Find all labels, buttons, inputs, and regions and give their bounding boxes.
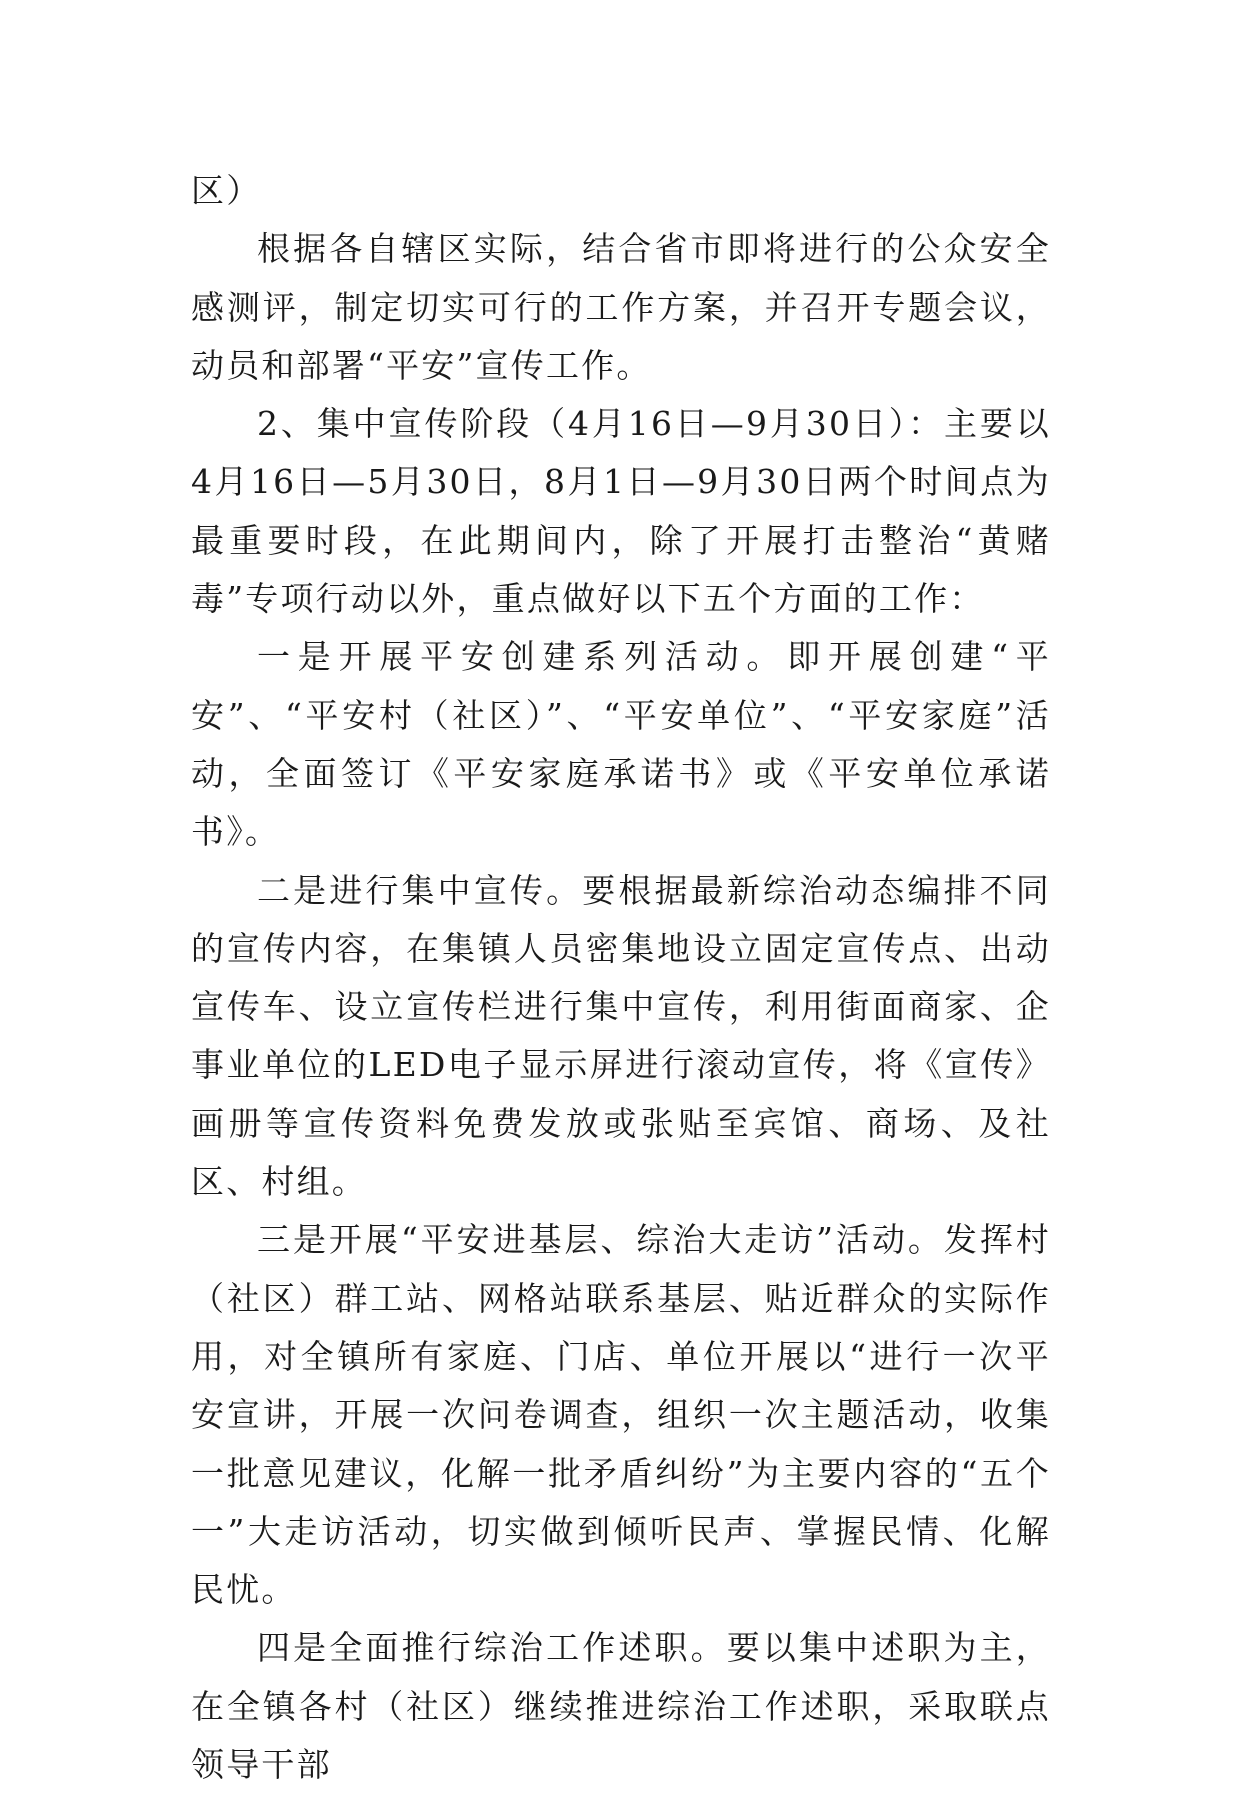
paragraph-continuation: 区）: [191, 171, 262, 210]
paragraph-task-four: 四是全面推行综治工作述职。要以集中述职为主，在全镇各村（社区）继续推进综治工作述职，采取联点领导干部: [191, 1628, 1051, 1785]
document-body: [191, 162, 1051, 1794]
paragraph-task-three: 三是开展“平安进基层、综治大走访”活动。发挥村（社区）群工站、网格站联系基层、贴近群众的实际作用，对全镇所有家庭、门店、单位开展以“进行一次平安宣讲，开展一次问卷调查，组织一次主题活动，收集一批意见建议，化解一批矛盾纠纷”为主要内容的“五个一”大走访活动，切实做到倾听民声、掌握民情、化解民忧。: [191, 1220, 1051, 1610]
paragraph-concentrated-publicity-stage: 2、集中宣传阶段（4月16日—9月30日）：主要以4月16日—5月30日，8月1日—9月30日两个时间点为最重要时段，在此期间内，除了开展打击整治“黄赌毒”专项行动以外，重点做好以下五个方面的工作：: [191, 404, 1051, 619]
paragraph-task-one: 一是开展平安创建系列活动。即开展创建“平安”、“平安村（社区）”、“平安单位”、“平安家庭”活动，全面签订《平安家庭承诺书》或《平安单位承诺书》。: [191, 637, 1051, 852]
paragraph-task-two: 二是进行集中宣传。要根据最新综治动态编排不同的宣传内容，在集镇人员密集地设立固定宣传点、出动宣传车、设立宣传栏进行集中宣传，利用街面商家、企事业单位的LED电子显示屏进行滚动宣传，将《宣传》画册等宣传资料免费发放或张贴至宾馆、商场、及社区、村组。: [191, 870, 1051, 1202]
paragraph-preparation-stage: 根据各自辖区实际，结合省市即将进行的公众安全感测评，制定切实可行的工作方案，并召开专题会议，动员和部署“平安”宣传工作。: [191, 229, 1051, 385]
